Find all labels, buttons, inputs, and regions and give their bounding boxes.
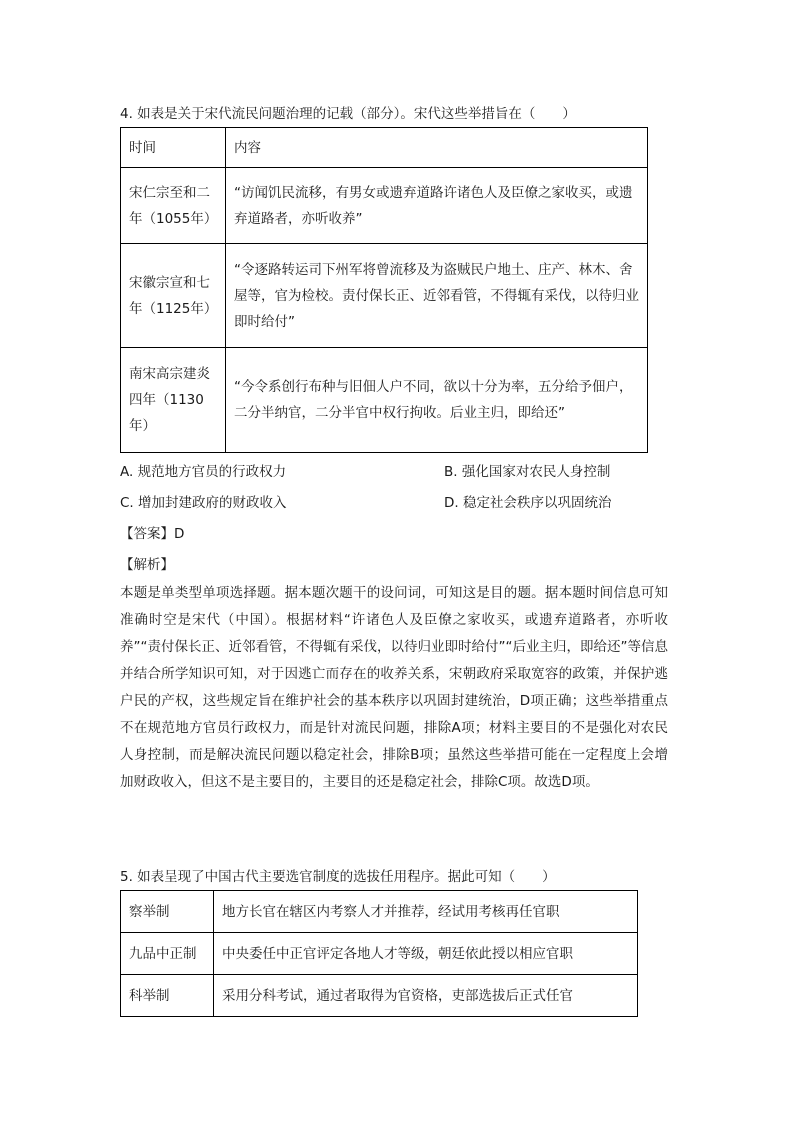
system-desc: 中央委任中正官评定各地人才等级，朝廷依此授以相应官职: [214, 933, 638, 975]
table-row: [121, 975, 638, 1017]
row-time: 宋仁宗至和二年（1055年）: [121, 168, 226, 244]
header-time: 时间: [121, 128, 226, 168]
system-name: 九品中正制: [121, 933, 214, 975]
table-row: [121, 933, 638, 975]
system-desc: 采用分科考试，通过者取得为官资格，吏部选拔后正式任官: [214, 975, 638, 1017]
header-content: 内容: [226, 128, 648, 168]
system-desc: 地方长官在辖区内考察人才并推荐，经试用考核再任官职: [214, 891, 638, 933]
system-name: 科举制: [121, 975, 214, 1017]
table-row: [121, 168, 648, 244]
answer: 【答案】D: [120, 526, 185, 542]
option-b: B. 强化国家对农民人身控制: [444, 464, 611, 480]
option-c: C. 增加封建政府的财政收入: [120, 495, 287, 511]
q4-stem: 4. 如表是关于宋代流民问题治理的记载（部分）。宋代这些举措旨在（ ）: [120, 106, 576, 122]
row-content: “令逐路转运司下州军将曾流移及为盗贼民户地土、庄产、林木、舍屋等，官为检校。责付保长正、近邻看管，不得辄有采伐，以待归业即时给付”: [226, 244, 648, 348]
row-time: 南宋高宗建炎四年（1130年）: [121, 348, 226, 453]
analysis-label: 【解析】: [120, 557, 174, 573]
table-row: [121, 348, 648, 453]
table-row: [121, 891, 638, 933]
row-time: 宋徽宗宣和七年（1125年）: [121, 244, 226, 348]
q5-table: [120, 890, 638, 1017]
q4-table: [120, 127, 648, 453]
row-content: “今令系创行布种与旧佃人户不同，欲以十分为率，五分给予佃户，二分半纳官，二分半官中权行拘收。后业主归，即给还”: [226, 348, 648, 453]
option-d: D. 稳定社会秩序以巩固统治: [444, 495, 612, 511]
analysis-text: 本题是单类型单项选择题。据本题次题干的设问词，可知这是目的题。据本题时间信息可知准确时空是宋代（中国）。根据材料“许诸色人及臣僚之家收买，或遗弃道路者，亦听收养”“责付保长正、近邻看管，不得辄有采伐，以待归业即时给付”“后业主归，即给还”等信息并结合所学知识可知，对于因逃亡而存在的收养关系，宋朝政府采取宽容的政策，并保护逃户民的产权，这些规定旨在维护社会的基本秩序以巩固封建统治，D项正确；这些举措重点不在规范地方官员行政权力，而是针对流民问题，排除A项；材料主要目的不是强化对农民人身控制，而是解决流民问题以稳定社会，排除B项；虽然这些举措可能在一定程度上会增加财政收入，但这不是主要目的，主要目的还是稳定社会，排除C项。故选D项。: [120, 585, 668, 790]
system-name: 察举制: [121, 891, 214, 933]
option-a: A. 规范地方官员的行政权力: [120, 464, 287, 480]
table-row: [121, 244, 648, 348]
row-content: “访闻饥民流移，有男女或遗弃道路许诸色人及臣僚之家收买，或遗弃道路者，亦听收养”: [226, 168, 648, 244]
table-header-row: [121, 128, 648, 168]
q5-stem: 5. 如表呈现了中国古代主要选官制度的选拔任用程序。据此可知（ ）: [120, 869, 556, 885]
